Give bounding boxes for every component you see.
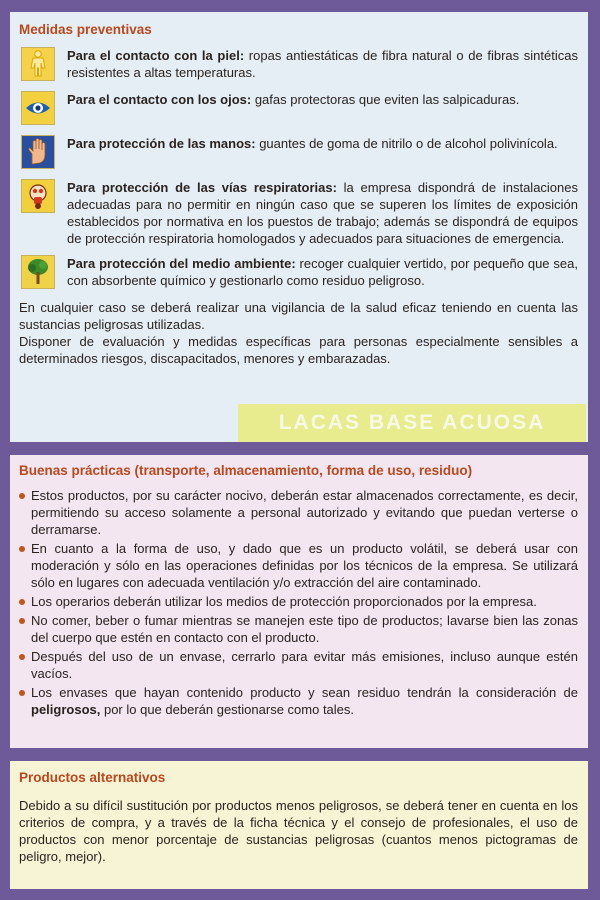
respiratory-protection-item (19, 179, 578, 247)
hand-protection-text: guantes de goma de nitrilo o de alcohol polivinícola. (255, 136, 558, 151)
bullet-icon (19, 546, 25, 552)
bullet-icon (19, 493, 25, 499)
list-item: Después del uso de un envase, cerrarlo para evitar más emisiones, incluso aunque estén vacíos. (19, 648, 578, 682)
eye-contact-heading: Para el contacto con los ojos: (67, 92, 252, 107)
health-surveillance-text: En cualquier caso se deberá realizar una vigilancia de la salud eficaz teniendo en cuenta las sustancias peligrosas utilizadas. (19, 300, 578, 332)
respiratory-protection-text: la empresa dispondrá de instalaciones adecuadas para no permitir en ningún caso que se superen los límites de exposición establecidos por normativa en los puestos de trabajo; además se dispondrá de equipos de protección respiratoria homologados y adecuados para situaciones de emergencia. (67, 180, 579, 246)
sensitive-persons-text: Disponer de evaluación y medidas específicas para personas especialmente sensibles a determinados riesgos, discapacitados, menores y embarazadas. (19, 334, 578, 366)
tree-icon (21, 255, 55, 289)
bullet-icon (19, 599, 25, 605)
alternative-products-text: Debido a su difícil sustitución por productos menos peligrosos, se deberá tener en cuenta en los criterios de compra, y a través de la ficha técnica y el consejo de profesionales, el uso de productos con menor porcentaje de sustancias peligrosas (cuantos menos pictogramas de peligro, mejor). (19, 798, 578, 864)
environment-protection-heading: Para protección del medio ambiente: (67, 256, 296, 271)
alternative-products-panel (10, 761, 588, 889)
bullet-icon (19, 618, 25, 624)
list-item: Los operarios deberán utilizar los medios de protección proporcionados por la empresa. (19, 593, 578, 610)
skin-contact-text: ropas antiestáticas de fibra natural o de fibras sintéticas resistentes a altas temperaturas. (67, 48, 578, 80)
eye-icon (21, 91, 55, 125)
good-practices-title: Buenas prácticas (transporte, almacenamiento, forma de uso, residuo) (19, 463, 473, 478)
hand-icon (21, 135, 55, 169)
eye-contact-item (19, 91, 578, 127)
respiratory-protection-heading: Para protección de las vías respiratorias: (67, 180, 337, 195)
hand-protection-item (19, 135, 578, 171)
hand-protection-heading: Para protección de las manos: (67, 136, 256, 151)
list-item: Estos productos, por su carácter nocivo, deberán estar almacenados correctamente, es decir, permitiendo su acceso solamente a personal autorizado y evitando que puedan verterse o derramarse. (19, 487, 578, 538)
skin-contact-heading: Para el contacto con la piel: (67, 48, 245, 63)
preventive-measures-panel (10, 12, 588, 442)
list-item: En cuanto a la forma de uso, y dado que es un producto volátil, se deberá usar con moderación y sólo en las operaciones definidas por los técnicos de la empresa. Se utilizará sólo en lugares con adecuada ventilación y/o extracción del aire contaminado. (19, 540, 578, 591)
environment-protection-item (19, 255, 578, 291)
environment-protection-text: recoger cualquier vertido, por pequeño que sea, con absorbente químico y gestionarlo como residuo peligroso. (67, 256, 578, 288)
product-banner (238, 404, 586, 442)
good-practices-list (19, 487, 578, 718)
good-practices-panel (10, 455, 588, 748)
eye-contact-text: gafas protectoras que eviten las salpicaduras. (251, 92, 520, 107)
list-item: Los envases que hayan contenido producto y sean residuo tendrán la consideración de peligrosos, por lo que deberán gestionarse como tales. (19, 684, 578, 718)
body-figure-icon (21, 47, 55, 81)
skin-contact-item (19, 47, 578, 83)
alternative-products-title: Productos alternativos (19, 770, 166, 785)
bullet-icon (19, 654, 25, 660)
preventive-measures-title: Medidas preventivas (19, 22, 152, 37)
product-banner-label: LACAS BASE ACUOSA (278, 411, 546, 434)
bullet-icon (19, 690, 25, 696)
list-item: No comer, beber o fumar mientras se manejen este tipo de productos; lavarse bien las zonas del cuerpo que estén en contacto con el producto. (19, 612, 578, 646)
gas-mask-icon (21, 179, 55, 213)
